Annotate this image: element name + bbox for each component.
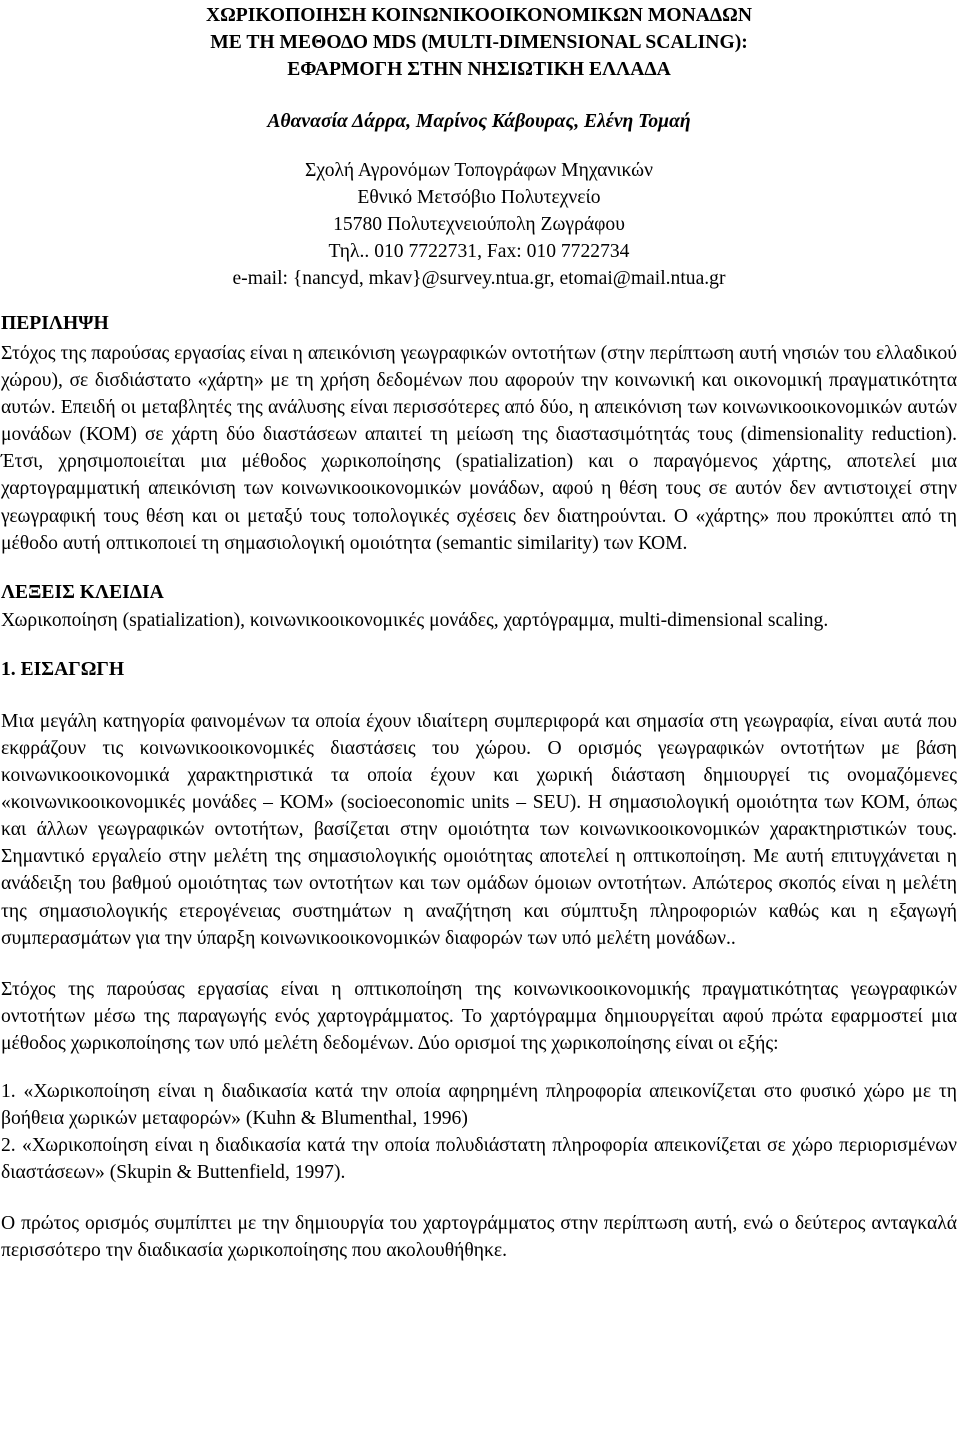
abstract-text: Στόχος της παρούσας εργασίας είναι η απεικόνιση γεωγραφικών οντοτήτων (στην περίπτωση αυτή νησιών του ελλαδικού χώρου), σε δισδιάστατο «χάρτη» με τη χρήση δεδομένων που αφορούν την κοινωνική και οικονομική πραγματικότητα αυτών. Επειδή οι μεταβλητές της ανάλυσης είναι περισσότερες από δύο, η απεικόνιση των κοινωνικοοικονομικών αυτών μονάδων (ΚΟΜ) σε χάρτη δύο διαστάσεων απαιτεί τη μείωση της διαστασιμότητάς τους (dimensionality reduction). Έτσι, χρησιμοποιείται μια μέθοδος χωρικοποίησης (spatialization) και ο παραγόμενος χάρτης, αποτελεί μια χαρτογραμματική απεικόνιση των κοινωνικοοικονομικών μονάδων, αφού η θέση τους σε αυτόν δεν αντιστοιχεί στην γεωγραφική τους θέση και οι μεταξύ τους τοπολογικές σχέσεις δεν διατηρούνται. Ο «χάρτης» που προκύπτει από τη μέθοδο αυτή οπτικοποιεί τη σημασιολογική ομοιότητα (semantic similarity) των ΚΟΜ.: [1, 343, 957, 554]
affiliation-block: [1, 157, 957, 292]
introduction-paragraph: Στόχος της παρούσας εργασίας είναι η οπτικοποίηση της κοινωνικοοικονομικής πραγματικότητας γεωγραφικών οντοτήτων μέσω της παραγωγής ενός χαρτογράμματος. Το χαρτόγραμμα δημιουργείται αφού πρώτα εφαρμοστεί μια μέθοδος χωρικοποίησης των υπό μελέτη δεδομένων. Δύο ορισμοί της χωρικοποίησης είναι οι εξής:: [1, 978, 957, 1054]
definition-item: 1. «Χωρικοποίηση είναι η διαδικασία κατά την οποία αφηρημένη πληροφορία απεικονίζεται στο φυσικό χώρο με τη βοήθεια χωρικών μεταφορών» (Kuhn & Blumenthal, 1996): [1, 1080, 957, 1130]
definitions-list: [1, 1078, 957, 1186]
paper-title: [1, 2, 957, 83]
introduction-paragraph: Μια μεγάλη κατηγορία φαινομένων τα οποία έχουν ιδιαίτερη συμπεριφορά και σημασία στη γεωγραφία, είναι αυτά που εκφράζουν τις κοινωνικοοικονομικές διαστάσεις του χώρου. Ο ορισμός γεωγραφικών οντοτήτων με βάση κοινωνικοοικονομικά χαρακτηριστικά τα οποία έχουν και χωρική διάσταση δημιουργεί τις ονομαζόμενες «κοινωνικοοικονομικές μονάδες – ΚΟΜ» (socioeconomic units – SEU). Η σημασιολογική ομοιότητα των ΚΟΜ, όπως και άλλων γεωγραφικών οντοτήτων, βασίζεται στην ομοιότητα των κοινωνικοοικονομικών χαρακτηριστικών τους. Σημαντικό εργαλείο στην μελέτη της σημασιολογικής ομοιότητας αποτελεί η οπτικοποίηση. Με αυτή επιτυγχάνεται η ανάδειξη του βαθμού ομοιότητας των οντοτήτων και των ομάδων όμοιων οντοτήτων. Απώτερος σκοπός είναι η μελέτη της σημασιολογικής ετερογένειας συστημάτων η αναζήτηση και σύμπτυξη πληροφοριών καθώς και η εξαγωγή συμπερασμάτων για την ύπαρξη κοινωνικοοικονομικών διαφορών των υπό μελέτη μονάδων..: [1, 710, 957, 949]
keywords-heading: ΛΕΞΕΙΣ ΚΛΕΙΔΙΑ: [1, 581, 164, 603]
affiliation-line: 15780 Πολυτεχνειούπολη Ζωγράφου: [333, 214, 625, 235]
title-line: ΜΕ ΤΗ ΜΕΘΟΔΟ MDS (MULTI-DIMENSIONAL SCALING):: [210, 32, 748, 53]
affiliation-line: Σχολή Αγρονόμων Τοπογράφων Μηχανικών: [305, 160, 653, 181]
abstract-heading: ΠΕΡΙΛΗΨΗ: [1, 313, 109, 334]
keywords-text: Χωρικοποίηση (spatialization), κοινωνικοοικονομικές μονάδες, χαρτόγραμμα, multi-dimensional scaling.: [1, 609, 829, 631]
introduction-paragraph: Ο πρώτος ορισμός συμπίπτει με την δημιουργία του χαρτογράμματος στην περίπτωση αυτή, ενώ ο δεύτερος ανταγκαλά περισσότερο την διαδικασία χωρικοποίησης που ακολουθήθηκε.: [1, 1213, 957, 1262]
author-list: Αθανασία Δάρρα, Μαρίνος Κάβουρας, Ελένη Τομαή: [267, 111, 691, 132]
title-line: ΕΦΑΡΜΟΓΗ ΣΤΗΝ ΝΗΣΙΩΤΙΚΗ ΕΛΛΑΔΑ: [287, 59, 671, 80]
introduction-heading: 1. ΕΙΣΑΓΩΓΗ: [1, 658, 125, 680]
affiliation-line: Τηλ.. 010 7722731, Fax: 010 7722734: [328, 241, 630, 262]
definition-item: 2. «Χωρικοποίηση είναι η διαδικασία κατά την οποία πολυδιάστατη πληροφορία απεικονίζεται σε χώρο περιορισμένων διαστάσεων» (Skupin & Buttenfield, 1997).: [1, 1135, 957, 1184]
title-line: ΧΩΡΙΚΟΠΟΙΗΣΗ ΚΟΙΝΩΝΙΚΟΟΙΚΟΝΟΜΙΚΩΝ ΜΟΝΑΔΩΝ: [205, 5, 753, 26]
affiliation-line: Εθνικό Μετσόβιο Πολυτεχνείο: [357, 187, 601, 208]
affiliation-email: e-mail: {nancyd, mkav}@survey.ntua.gr, etomai@mail.ntua.gr: [232, 268, 726, 289]
